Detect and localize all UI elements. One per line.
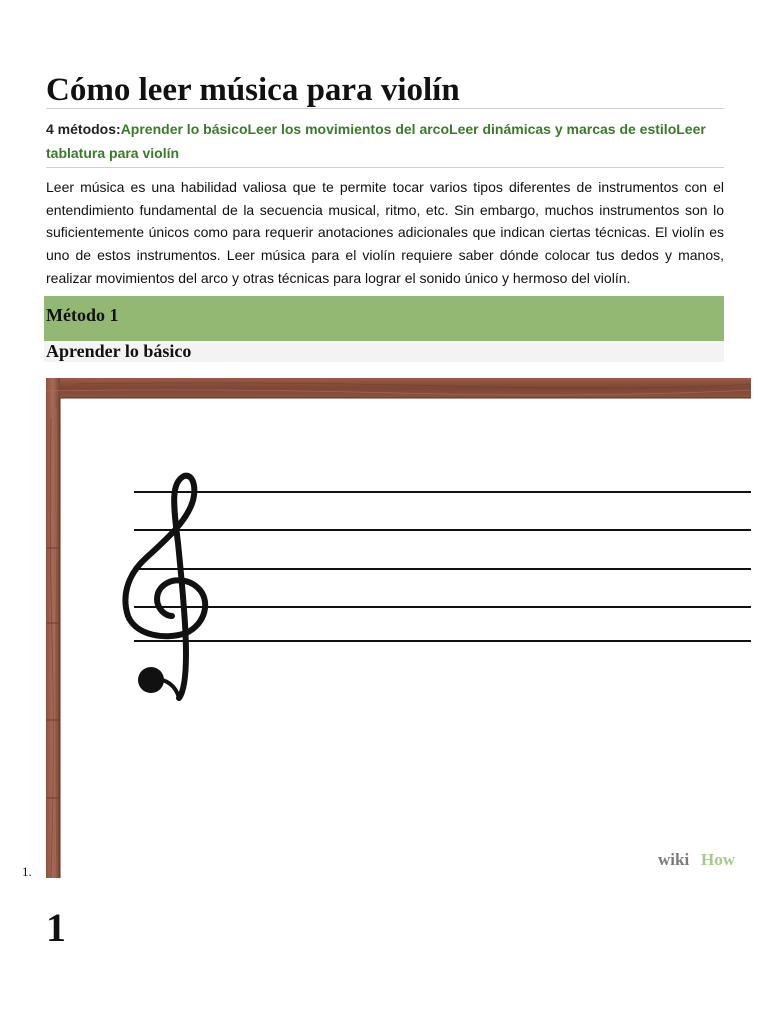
step-list-marker: 1.	[22, 864, 32, 879]
section-title: Aprender lo básico	[46, 341, 192, 361]
method-header-bar	[44, 296, 724, 341]
method-link-tablature[interactable]: Leer tablatura para violín	[46, 121, 706, 161]
method-header: Método 1	[46, 305, 119, 325]
page-title: Cómo leer música para violín	[46, 72, 460, 108]
watermark-how: How	[701, 850, 735, 869]
method-link-basics[interactable]: Aprender lo básico	[120, 121, 248, 137]
title-divider	[46, 108, 724, 109]
step-number: 1	[46, 905, 66, 950]
section-header-bar	[44, 341, 724, 362]
method-link-dynamics[interactable]: Leer dinámicas y marcas de estilo	[449, 121, 677, 137]
methods-count-label: 4 métodos:	[46, 121, 121, 137]
method-link-bowing[interactable]: Leer los movimientos del arco	[247, 121, 450, 137]
intro-paragraph: Leer música es una habilidad valiosa que te permite tocar varios tipos diferentes de instrumentos con el entendimiento fundamental de la secuencia musical, ritmo, etc. Sin embargo, muchos instrumentos son lo suficientemente únicos como para requerir anotaciones adicionales que indican ciertas técnicas. El violín es uno de estos instrumentos. Leer música para el violín requiere saber dónde colocar tus dedos y manos, realizar movimientos del arco y otras técnicas para lograr el sonido único y hermoso del violín.	[46, 179, 724, 286]
watermark-wiki: wiki	[658, 850, 690, 869]
methods-divider	[46, 167, 724, 168]
whiteboard	[46, 378, 751, 878]
methods-nav	[46, 117, 724, 165]
step-illustration	[46, 378, 751, 878]
